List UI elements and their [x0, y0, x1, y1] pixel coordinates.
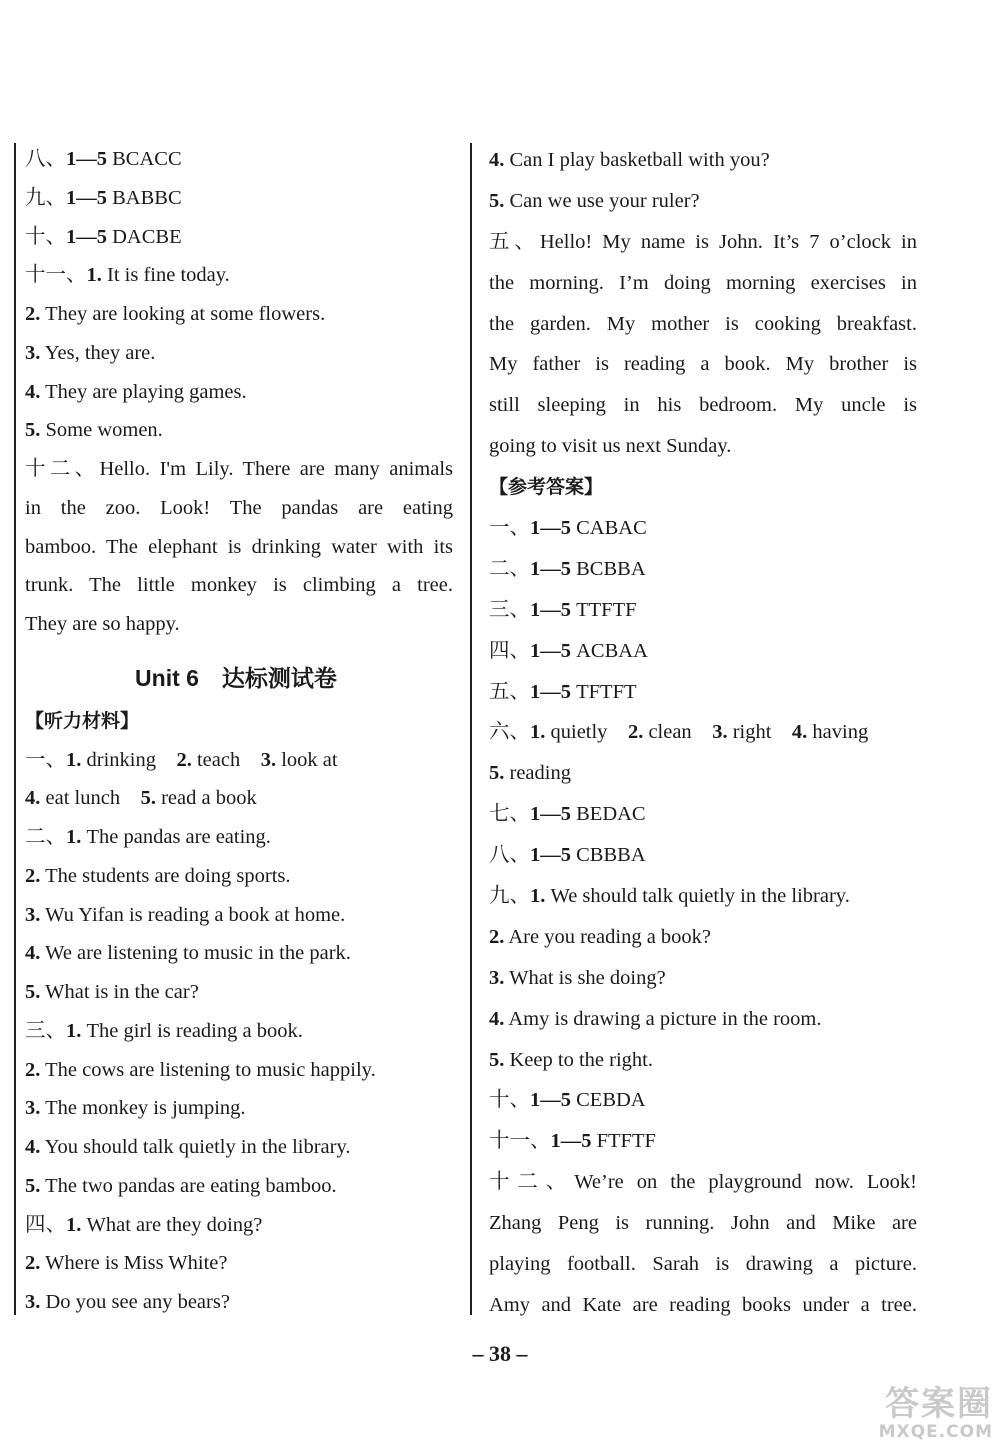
item-number: 1. [66, 1213, 82, 1236]
text-line [489, 1285, 917, 1326]
text-line [25, 179, 453, 218]
line-text: 一、 [25, 748, 66, 771]
line-text: They are looking at some flowers. [40, 303, 326, 325]
item-number: 1—5 [530, 639, 571, 662]
item-number: 4. [489, 1007, 505, 1030]
line-text: the morning. I’m doing morning exercises in [489, 271, 917, 294]
item-number: 5. [25, 981, 41, 1003]
line-text: The cows are listening to music happily. [40, 1058, 376, 1081]
watermark-logo [818, 1386, 993, 1446]
text-line [489, 263, 917, 304]
line-text: Where is Miss White? [40, 1252, 228, 1275]
line-text: reading [504, 762, 571, 785]
text-line [489, 1244, 917, 1285]
line-text: Can I play basketball with you? [504, 149, 770, 171]
line-text: read a book [155, 787, 257, 810]
line-text: They are playing games. [40, 380, 247, 403]
text-line [25, 140, 453, 179]
text-line [25, 373, 453, 412]
text-line [489, 1203, 917, 1244]
line-text: CABAC [571, 517, 647, 540]
text-line [489, 549, 917, 590]
text-line [489, 140, 917, 181]
text-line [25, 489, 453, 528]
listening-material-heading: 【听力材料】 [25, 709, 140, 732]
line-text: 六、 [489, 721, 530, 744]
item-number: 1. [66, 748, 82, 771]
line-text: Amy and Kate are reading books under a tree. [489, 1293, 917, 1316]
text-line [489, 631, 917, 672]
text-line [489, 672, 917, 713]
line-text: 九、 [25, 186, 66, 209]
line-text: eat lunch [40, 787, 141, 810]
line-text: What is she doing? [504, 966, 666, 989]
line-text: Wu Yifan is reading a book at home. [40, 903, 346, 926]
column-divider [470, 143, 472, 1315]
line-text: We should talk quietly in the library. [545, 885, 850, 908]
line-text: CBBBA [571, 844, 646, 867]
line-text: going to visit us next Sunday. [489, 435, 732, 458]
item-number: 2. [176, 748, 192, 771]
item-number: 1. [530, 885, 546, 908]
line-text: in the zoo. Look! The pandas are eating [25, 496, 453, 519]
text-line [25, 334, 453, 373]
line-text: My father is reading a book. My brother is [489, 353, 917, 376]
line-text: 二、 [489, 557, 530, 580]
text-line [25, 818, 453, 857]
item-number: 1—5 [66, 225, 107, 248]
item-number: 3. [712, 721, 728, 744]
item-number: 1. [86, 264, 102, 287]
line-text: BABBC [107, 186, 182, 209]
line-text: The two pandas are eating bamboo. [40, 1174, 337, 1197]
item-number: 5. [489, 762, 505, 785]
watermark-cn: 答案圈 [885, 1384, 993, 1424]
line-text: What are they doing? [81, 1213, 263, 1236]
item-number: 3. [489, 966, 505, 989]
text-line [25, 566, 453, 605]
text-line [25, 1089, 453, 1128]
text-line [489, 426, 917, 467]
line-text: DACBE [107, 225, 182, 248]
text-line [489, 876, 917, 917]
reference-answers-heading: 【参考答案】 [489, 476, 604, 499]
text-line [25, 1167, 453, 1206]
text-line [25, 741, 453, 780]
text-line [489, 508, 917, 549]
watermark-url: MXQE.COM [878, 1422, 993, 1442]
text-line [489, 1080, 917, 1121]
text-line [25, 605, 453, 644]
line-text: We are listening to music in the park. [40, 942, 351, 965]
item-number: 2. [25, 864, 41, 887]
text-line [489, 181, 917, 222]
line-text: What is in the car? [40, 981, 199, 1003]
text-line [489, 794, 917, 835]
line-text: Keep to the right. [504, 1048, 653, 1071]
text-line [489, 1162, 917, 1203]
text-line [489, 1040, 917, 1081]
item-number: 1—5 [530, 844, 571, 867]
line-text: 八、 [25, 148, 66, 170]
text-line [489, 222, 917, 263]
line-text: trunk. The little monkey is climbing a tree. [25, 574, 453, 597]
text-line [489, 590, 917, 631]
line-text: BEDAC [571, 803, 646, 826]
line-text: BCBBA [571, 557, 646, 580]
text-line [489, 1121, 917, 1162]
line-text: 十二、Hello. I'm Lily. There are many animals [25, 458, 453, 480]
text-line [25, 1128, 453, 1167]
line-text: 十、 [25, 225, 66, 248]
unit-title: Unit 6 达标测试卷 [135, 664, 337, 691]
item-number: 5. [140, 787, 156, 810]
line-text: The girl is reading a book. [81, 1019, 303, 1042]
item-number: 5. [25, 1174, 41, 1197]
line-text: quietly [545, 721, 628, 744]
line-text: right [727, 721, 792, 744]
item-number: 1—5 [550, 1130, 592, 1153]
line-text: FTFTF [591, 1130, 656, 1153]
text-line [25, 295, 453, 334]
item-number: 1—5 [530, 803, 571, 826]
text-line [489, 385, 917, 426]
item-number: 5. [489, 1048, 505, 1071]
item-number: 2. [627, 721, 644, 744]
item-number: 4. [791, 721, 808, 744]
line-text: teach [191, 748, 261, 771]
line-text: playing football. Sarah is drawing a picture. [489, 1253, 917, 1276]
item-number: 2. [25, 1252, 41, 1275]
line-text: Yes, they are. [40, 341, 156, 364]
line-text: Some women. [40, 419, 163, 442]
line-text: It is fine today. [101, 264, 230, 287]
item-number: 4. [25, 942, 41, 965]
item-number: 1—5 [530, 680, 571, 703]
text-line [25, 896, 453, 935]
text-line [25, 528, 453, 567]
line-text: still sleeping in his bedroom. My uncle is [489, 394, 917, 417]
line-text: 三、 [25, 1019, 66, 1042]
line-text: 三、 [489, 598, 530, 621]
text-line [489, 917, 917, 958]
line-text: 四、 [25, 1213, 66, 1236]
line-text: ACBAA [571, 639, 648, 662]
line-text: clean [643, 721, 713, 744]
item-number: 5. [25, 419, 41, 442]
text-line [25, 973, 453, 1012]
item-number: 2. [489, 925, 505, 948]
item-number: 4. [489, 149, 505, 171]
text-line [25, 857, 453, 896]
text-line [25, 256, 453, 295]
line-text: the garden. My mother is cooking breakfast. [489, 312, 917, 335]
text-line [25, 411, 453, 450]
line-text: You should talk quietly in the library. [40, 1136, 351, 1158]
item-number: 1. [66, 826, 82, 848]
text-line [25, 1244, 453, 1283]
text-line [25, 1206, 453, 1245]
text-line [489, 958, 917, 999]
line-text: 九、 [489, 885, 530, 908]
line-text: Are you reading a book? [504, 925, 712, 948]
line-text: 五、 [489, 680, 530, 703]
text-line [489, 304, 917, 345]
left-answers-block [25, 140, 453, 644]
item-number: 1—5 [530, 517, 571, 540]
line-text: CEBDA [571, 1089, 646, 1112]
line-text: The pandas are eating. [81, 826, 271, 848]
item-number: 3. [260, 748, 277, 771]
text-line [25, 1283, 453, 1322]
line-text: The students are doing sports. [40, 864, 291, 887]
text-line [25, 450, 453, 489]
line-text: TTFTF [571, 598, 637, 621]
item-number: 4. [25, 787, 41, 810]
item-number: 4. [25, 1136, 41, 1158]
item-number: 4. [25, 380, 41, 403]
left-margin-rule [14, 143, 16, 1315]
right-column [489, 140, 917, 1326]
item-number: 1—5 [66, 148, 107, 170]
line-text: Amy is drawing a picture in the room. [504, 1007, 822, 1030]
item-number: 1—5 [530, 557, 571, 580]
item-number: 1—5 [530, 598, 571, 621]
line-text: The monkey is jumping. [40, 1097, 246, 1120]
line-text: 十、 [489, 1089, 530, 1112]
item-number: 3. [25, 1097, 41, 1120]
reference-answers-block [489, 508, 917, 1326]
text-line [489, 344, 917, 385]
line-text: Can we use your ruler? [504, 189, 700, 212]
line-text: look at [276, 748, 338, 771]
item-number: 1—5 [66, 186, 107, 209]
text-line [489, 999, 917, 1040]
line-text: TFTFT [571, 680, 637, 703]
line-text: 八、 [489, 844, 530, 867]
text-line [25, 1012, 453, 1051]
left-column [25, 140, 453, 1322]
line-text: drinking [81, 748, 177, 771]
line-text: They are so happy. [25, 613, 180, 635]
listening-material-continued [489, 140, 917, 467]
line-text: 十一、 [489, 1130, 551, 1153]
item-number: 1—5 [530, 1089, 571, 1112]
item-number: 3. [25, 341, 41, 364]
text-line [489, 712, 917, 753]
line-text: BCACC [107, 148, 182, 170]
text-line [489, 753, 917, 794]
item-number: 3. [25, 1291, 41, 1313]
text-line [25, 779, 453, 818]
item-number: 1. [530, 721, 546, 744]
line-text: 十二、We’re on the playground now. Look! [489, 1171, 917, 1194]
line-text: Zhang Peng is running. John and Mike are [489, 1212, 917, 1235]
item-number: 2. [25, 1058, 41, 1081]
item-number: 2. [25, 303, 41, 325]
item-number: 3. [25, 903, 41, 926]
line-text: having [807, 721, 869, 744]
line-text: 四、 [489, 639, 530, 662]
line-text: 二、 [25, 826, 66, 848]
line-text: Do you see any bears? [40, 1291, 230, 1313]
text-line [25, 1051, 453, 1090]
page-number: – 38 – [472, 1341, 528, 1366]
text-line [489, 835, 917, 876]
line-text: bamboo. The elephant is drinking water with its [25, 535, 453, 558]
listening-material-block [25, 741, 453, 1322]
line-text: 一、 [489, 517, 530, 540]
text-line [25, 934, 453, 973]
text-line [25, 218, 453, 257]
line-text: 七、 [489, 803, 530, 826]
line-text: 十一、 [25, 264, 87, 287]
line-text: 五、Hello! My name is John. It’s 7 o’clock in [489, 230, 917, 253]
item-number: 5. [489, 189, 505, 212]
item-number: 1. [66, 1019, 82, 1042]
